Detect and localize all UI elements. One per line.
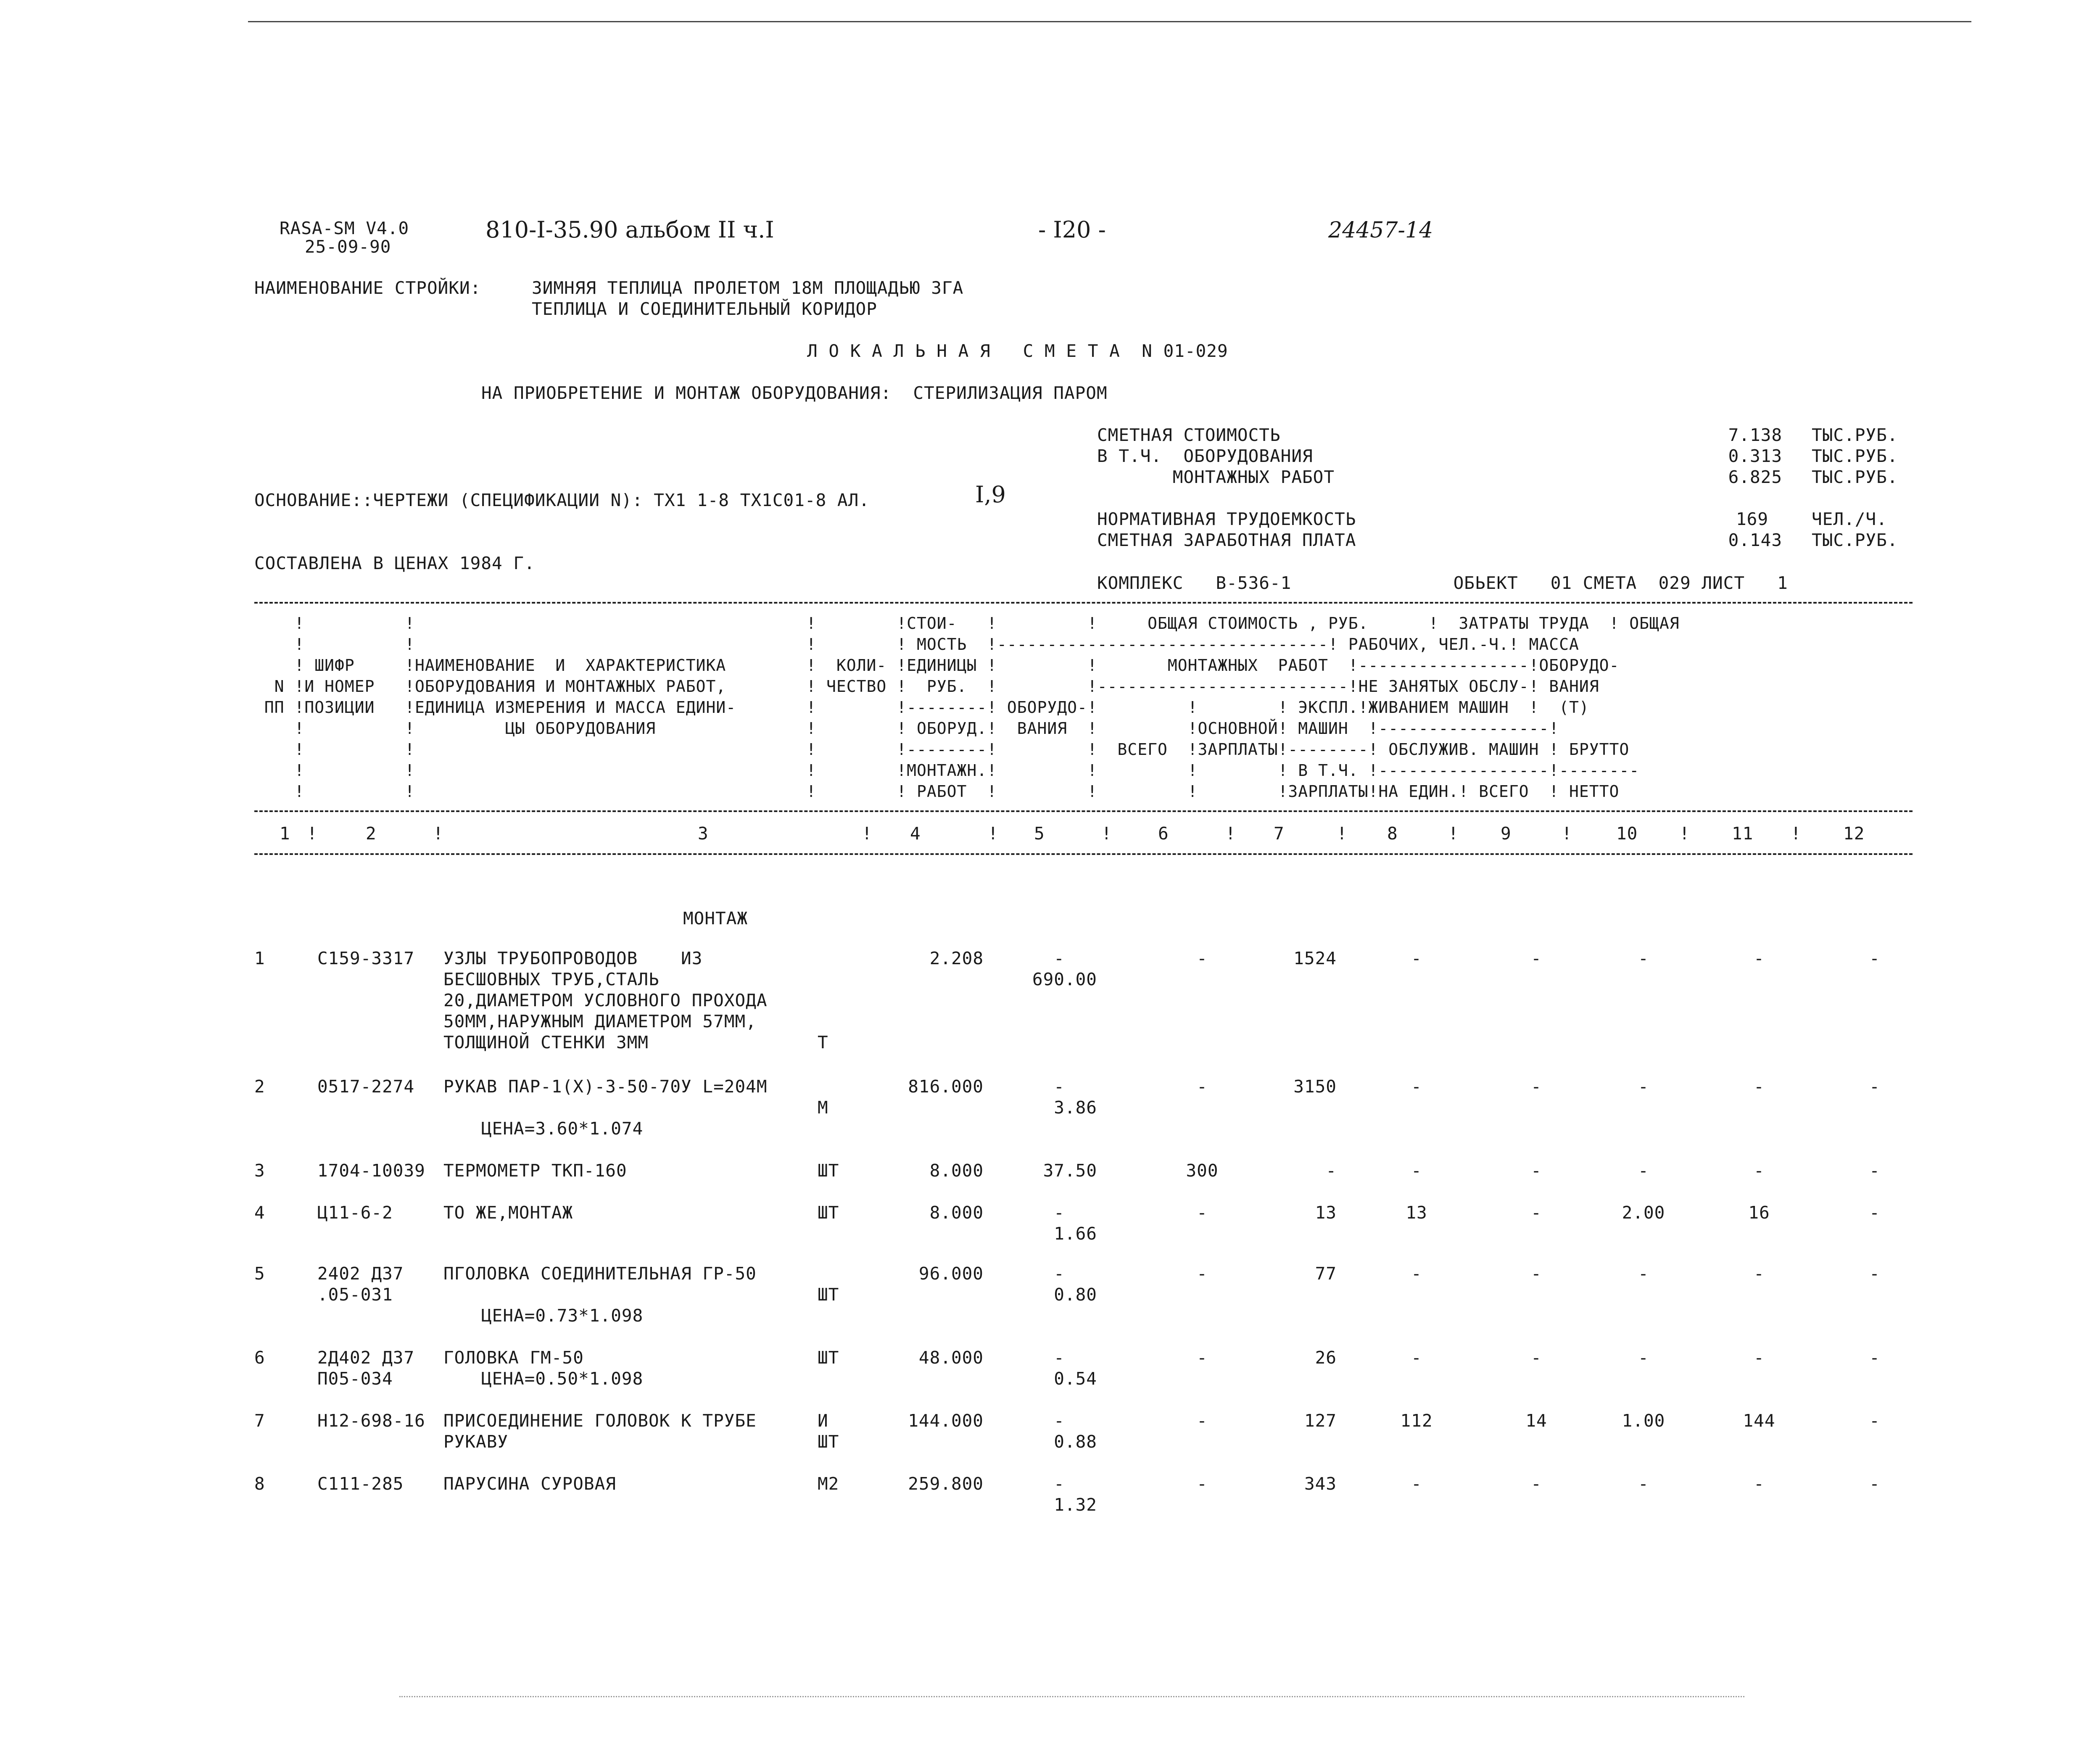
row-description-line: РУКАВ ПАР-1(Х)-3-50-70У L=204М [443,1076,768,1097]
row-equipment-cost: - [1197,1348,1208,1368]
basis-text: ОСНОВАНИЕ::ЧЕРТЕЖИ (СПЕЦИФИКАЦИИ N): ТХ1 1-8 ТХ1С01-8 АЛ. [254,490,870,510]
row-number: 1 [254,948,265,968]
column-number: 2 [366,823,377,844]
row-description-line: ПАРУСИНА СУРОВАЯ [443,1474,616,1494]
row-description-line: РУКАВУ [443,1432,509,1452]
summary-value: 0.313 [1728,446,1782,466]
column-number: 7 [1274,823,1285,844]
row-base-salary: - [1411,1348,1422,1368]
table-header-line: ПП !ПОЗИЦИИ !ЕДИНИЦА ИЗМЕРЕНИЯ И МАССА ЕДИНИ- ! !--------! ОБОРУДО-! ! ! ЭКСПЛ.!ЖИВАНИЕМ МАШИН ! (Т) [254,698,1589,717]
row-mounting-total: - [1326,1161,1337,1181]
header-bottom-rule [254,810,1913,812]
summary-unit: ТЫС.РУБ. [1812,530,1898,550]
project-label: НАИМЕНОВАНИЕ СТРОЙКИ: [254,278,481,298]
row-labor-total: - [1754,1263,1765,1284]
row-code: 2402 Д37 [317,1263,404,1284]
row-quantity: 48.000 [918,1348,984,1368]
row-mounting-total: 343 [1304,1474,1337,1494]
row-mass: - [1869,1161,1880,1181]
row-equipment-cost: 300 [1186,1161,1219,1181]
column-numbers-rule [254,853,1913,855]
column-number: 12 [1843,823,1865,844]
row-labor-total: 16 [1748,1203,1770,1223]
row-code-2: П05-034 [317,1369,393,1389]
section-title: МОНТАЖ [683,908,748,928]
table-header-line: ! ! ! !СТОИ- ! ! ОБЩАЯ СТОИМОСТЬ , РУБ. ! ЗАТРАТЫ ТРУДА ! ОБЩАЯ [254,614,1680,633]
row-mass: - [1869,948,1880,968]
row-description-line: 50ММ,НАРУЖНЫМ ДИАМЕТРОМ 57ММ, [443,1011,757,1031]
row-code: 0517-2274 [317,1076,415,1097]
table-header-line: ! ! ! ! МОСТЬ !---------------------------------! РАБОЧИХ, ЧЕЛ.-Ч.! МАССА [254,635,1579,654]
row-unit: М2 [818,1474,839,1494]
row-labor-per-unit: 2.00 [1622,1203,1665,1223]
row-number: 4 [254,1203,265,1223]
row-description-line: ГОЛОВКА ГМ-50 [443,1348,584,1368]
row-machine-operation: - [1531,1348,1542,1368]
row-equipment-cost: - [1197,1263,1208,1284]
summary-value: 0.143 [1728,530,1782,550]
row-description-line: БЕСШОВНЫХ ТРУБ,СТАЛЬ [443,969,660,989]
row-unit: Т [818,1032,828,1052]
project-line1: ЗИМНЯЯ ТЕПЛИЦА ПРОЛЕТОМ 18М ПЛОЩАДЬЮ 3ГА [532,278,964,298]
row-machine-operation: - [1531,1263,1542,1284]
row-unit: ШТ [818,1285,839,1305]
summary-value: 7.138 [1728,425,1782,445]
summary-label: СМЕТНАЯ ЗАРАБОТНАЯ ПЛАТА [1097,530,1356,550]
summary-unit: ТЫС.РУБ. [1812,467,1898,487]
row-quantity: 816.000 [908,1076,984,1097]
row-mass: - [1869,1411,1880,1431]
row-labor-total: - [1754,1474,1765,1494]
row-quantity: 259.800 [908,1474,984,1494]
row-code: 2Д402 Д37 [317,1348,415,1368]
summary-label: В Т.Ч. ОБОРУДОВАНИЯ [1097,446,1313,466]
row-description-line: ПРИСОЕДИНЕНИЕ ГОЛОВОК К ТРУБЕ [443,1411,757,1431]
row-equipment-cost: - [1197,1474,1208,1494]
row-number: 2 [254,1076,265,1097]
project-line2: ТЕПЛИЦА И СОЕДИНИТЕЛЬНЫЙ КОРИДОР [532,299,877,319]
row-unit: М [818,1097,828,1118]
column-number: 1 [280,823,290,844]
row-equipment-cost: - [1197,1203,1208,1223]
document-title: Л О К А Л Ь Н А Я С М Е Т А N 01-029 [807,341,1228,361]
row-labor-total: - [1754,1348,1765,1368]
row-description-line: ТОЛЩИНОЙ СТЕНКИ 3ММ [443,1032,649,1052]
column-number: 5 [1034,823,1045,844]
row-code: С111-285 [317,1474,404,1494]
row-description-line: УЗЛЫ ТРУБОПРОВОДОВ ИЗ [443,948,703,968]
row-quantity: 8.000 [929,1203,984,1223]
row-code-2: .05-031 [317,1285,393,1305]
row-equipment-cost: - [1197,1076,1208,1097]
row-price-equipment: - [1054,1411,1065,1431]
row-unit: ШТ [818,1348,839,1368]
row-equipment-cost: - [1197,1411,1208,1431]
row-unit: И [818,1411,828,1431]
row-description-line: ПГОЛОВКА СОЕДИНИТЕЛЬНАЯ ГР-50 [443,1263,757,1284]
row-labor-per-unit: - [1638,1348,1649,1368]
column-number: 10 [1616,823,1638,844]
table-top-rule [254,602,1913,604]
row-quantity: 96.000 [918,1263,984,1284]
row-base-salary: 112 [1400,1411,1433,1431]
row-price-equipment: - [1054,948,1065,968]
row-number: 6 [254,1348,265,1368]
table-header-line: ! ! ! !МОНТАЖН.! ! ! ! В Т.Ч. !-----------------!-------- [254,761,1640,780]
row-mass: - [1869,1076,1880,1097]
row-mounting-total: 127 [1304,1411,1337,1431]
row-mass: - [1869,1203,1880,1223]
row-machine-operation: - [1531,1161,1542,1181]
row-base-salary: - [1411,1263,1422,1284]
row-mounting-total: 3150 [1293,1076,1337,1097]
row-price-equipment: - [1054,1203,1065,1223]
summary-label: МОНТАЖНЫХ РАБОТ [1097,467,1335,487]
handwritten-code: 24457-14 [1328,218,1433,243]
row-mass: - [1869,1348,1880,1368]
row-price-equipment: 37.50 [1043,1161,1097,1181]
column-number: 3 [698,823,709,844]
row-description-line: ЦЕНА=0.73*1.098 [481,1306,644,1326]
row-labor-total: - [1754,1076,1765,1097]
row-equipment-cost: - [1197,948,1208,968]
row-price-mounting: 690.00 [1032,969,1097,989]
row-price-equipment: - [1054,1263,1065,1284]
row-labor-per-unit: - [1638,1161,1649,1181]
album-reference: 810-I-35.90 альбом II ч.I [485,216,774,243]
page-number: - I20 - [1038,216,1106,243]
table-header-line: ! ! ЦЫ ОБОРУДОВАНИЯ ! ! ОБОРУД.! ВАНИЯ ! !ОСНОВНОЙ! МАШИН !-----------------! [254,719,1559,738]
row-base-salary: 13 [1406,1203,1427,1223]
scan-edge-line [248,21,1971,22]
row-labor-per-unit: - [1638,948,1649,968]
row-price-mounting: 0.88 [1054,1432,1097,1452]
row-code: С159-3317 [317,948,415,968]
row-description-line: ЦЕНА=0.50*1.098 [481,1369,644,1389]
row-labor-total: - [1754,1161,1765,1181]
row-base-salary: - [1411,1161,1422,1181]
row-labor-per-unit: - [1638,1076,1649,1097]
row-machine-operation: 14 [1525,1411,1547,1431]
row-description-line: ТО ЖЕ,МОНТАЖ [443,1203,573,1223]
column-number: 11 [1732,823,1754,844]
row-number: 3 [254,1161,265,1181]
row-base-salary: - [1411,1474,1422,1494]
row-price-equipment: - [1054,1474,1065,1494]
row-base-salary: - [1411,1076,1422,1097]
row-labor-total: 144 [1743,1411,1776,1431]
program-date: 25-09-90 [305,237,391,257]
scan-noise [399,1696,1744,1697]
row-description-line: 20,ДИАМЕТРОМ УСЛОВНОГО ПРОХОДА [443,990,768,1010]
row-unit: ШТ [818,1161,839,1181]
row-number: 7 [254,1411,265,1431]
summary-unit: ЧЕЛ./Ч. [1812,509,1887,529]
row-price-mounting: 0.80 [1054,1285,1097,1305]
row-price-mounting: 1.66 [1054,1224,1097,1244]
row-machine-operation: - [1531,948,1542,968]
row-number: 8 [254,1474,265,1494]
document-subtitle: НА ПРИОБРЕТЕНИЕ И МОНТАЖ ОБОРУДОВАНИЯ: СТЕРИЛИЗАЦИЯ ПАРОМ [481,383,1108,403]
table-header-line: ! ! ! !--------! ! ВСЕГО !ЗАРПЛАТЫ!--------! ОБСЛУЖИВ. МАШИН ! БРУТТО [254,740,1630,759]
row-labor-per-unit: - [1638,1263,1649,1284]
table-header-line: ! ! ! ! РАБОТ ! ! ! !ЗАРПЛАТЫ!НА ЕДИН.! ВСЕГО ! НЕТТО [254,782,1620,801]
row-code: Н12-698-16 [317,1411,425,1431]
row-number: 5 [254,1263,265,1284]
column-number: 4 [910,823,921,844]
row-code: Ц11-6-2 [317,1203,393,1223]
table-header-line: ! ШИФР !НАИМЕНОВАНИЕ И ХАРАКТЕРИСТИКА ! КОЛИ- !ЕДИНИЦЫ ! ! МОНТАЖНЫХ РАБОТ !-----------------!ОБОРУДО- [254,656,1620,675]
row-price-mounting: 0.54 [1054,1369,1097,1389]
row-labor-total: - [1754,948,1765,968]
row-quantity: 2.208 [929,948,984,968]
price-base: СОСТАВЛЕНА В ЦЕНАХ 1984 Г. [254,553,535,573]
row-base-salary: - [1411,948,1422,968]
row-unit-2: ШТ [818,1432,839,1452]
row-quantity: 8.000 [929,1161,984,1181]
row-quantity: 144.000 [908,1411,984,1431]
row-mounting-total: 13 [1315,1203,1337,1223]
table-header-line: N !И НОМЕР !ОБОРУДОВАНИЯ И МОНТАЖНЫХ РАБОТ, ! ЧЕСТВО ! РУБ. ! !-------------------------!НЕ ЗАНЯТЫХ ОБСЛУ-! ВАНИЯ [254,677,1599,696]
summary-value: 169 [1736,509,1769,529]
summary-unit: ТЫС.РУБ. [1812,446,1898,466]
row-machine-operation: - [1531,1076,1542,1097]
document-page: RASA-SM V4.0 25-09-90 810-I-35.90 альбом II ч.I - I20 - 24457-14 НАИМЕНОВАНИЕ СТРОЙКИ: ЗИМНЯЯ ТЕПЛИЦА ПРОЛЕТОМ 18М ПЛОЩАДЬЮ 3ГА ТЕПЛИЦА И СОЕДИНИТЕЛЬНЫЙ КОРИДОР Л О К А Л Ь Н А Я С М Е Т А N 01-029 НА ПРИОБРЕТЕНИЕ И МОНТАЖ ОБОРУДОВАНИЯ: СТЕРИЛИЗАЦИЯ ПАРОМ СМЕТНАЯ СТОИМОСТЬ 7.138 ТЫС.РУБ. В Т.Ч. ОБОРУДОВАНИЯ 0.313 ТЫС.РУБ. МОНТАЖНЫХ РАБОТ 6.825 ТЫС.РУБ. НОРМАТИВНАЯ ТРУДОЕМКОСТЬ 169 ЧЕЛ./Ч. СМЕТНАЯ ЗАРАБОТНАЯ ПЛАТА 0.143 ТЫС.РУБ. ОСНОВАНИЕ::ЧЕРТЕЖИ (СПЕЦИФИКАЦИИ N): ТХ1 1-8 ТХ1С01-8 АЛ. I,9 СОСТАВЛЕНА В ЦЕНАХ 1984 Г. КОМПЛЕКС В-536-1 ОБЬЕКТ 01 СМЕТА 029 ЛИСТ 1 ! ! ! !СТОИ- ! ! ОБЩАЯ СТОИМОСТЬ , РУБ. ! ЗАТРАТЫ ТРУДА ! ОБЩАЯ ! ! ! ! МОСТЬ !---------------------------------! РАБОЧИХ, ЧЕЛ.-Ч.! МАССА ! ШИФР !НАИМЕНОВАНИЕ И ХАРАКТЕРИСТИКА ! КОЛИ- !ЕДИНИЦЫ ! ! МОНТАЖНЫХ РАБОТ !-----------------!ОБОРУДО- N !И НОМЕР !ОБОРУДОВАНИЯ И МОНТАЖНЫХ РАБОТ, ! ЧЕСТВО ! РУБ. ! !-------------------------!НЕ ЗАНЯТЫХ ОБСЛУ-! ВАНИЯ ПП !ПОЗИЦИИ !ЕДИНИЦА ИЗМЕРЕНИЯ И МАССА ЕДИНИ- ! !--------! ОБОРУДО-! ! ! ЭКСПЛ.!ЖИВАНИЕМ МАШИН ! (Т) ! ! ЦЫ ОБОРУДОВАНИЯ ! ! ОБОРУД.! ВАНИЯ ! !ОСНОВНОЙ! МАШИН !-----------------! ! ! ! !--------! ! ВСЕГО !ЗАРПЛАТЫ!--------! ОБСЛУЖИВ. МАШИН ! БРУТТО ! ! ! !МОНТАЖН.! ! ! ! В Т.Ч. !-----------------!-------- ! ! ! ! РАБОТ ! ! ! !ЗАРПЛАТЫ!НА ЕДИН.! ВСЕГО ! НЕТТО 1 2 3 4 5 6 7 8 9 10 11 12 ! ! ! ! ! ! ! ! ! ! ! МОНТАЖ 1 С159-3317 УЗЛЫ ТРУБОПРОВОДОВ ИЗ БЕСШОВНЫХ ТРУБ,СТАЛЬ 20,ДИАМЕТРОМ УСЛОВНОГО ПРОХОДА 50ММ,НАРУЖНЫМ ДИАМЕТРОМ 57ММ, ТОЛЩИНОЙ СТЕНКИ 3ММ Т 2.208 - 690.00 - 1524 - - - - - 2 0517-2274 РУКАВ ПАР-1(Х)-3-50-70У L=204М ЦЕНА=3.60*1.074 М 816.000 - 3.86 - 3150 - - - - - 3 1704-10039 ТЕРМОМЕТР ТКП-160 ШТ 8.000 37.50 300 - - - - - - 4 Ц11-6-2 ТО ЖЕ,МОНТАЖ ШТ 8.000 - 1.66 - 13 13 - 2.00 16 - 5 2402 Д37 .05-031 ПГОЛОВКА СОЕДИНИТЕЛЬНАЯ ГР-50 ЦЕНА=0.73*1.098 ШТ 96.000 - 0.80 - 77 - - - - - 6 2Д402 Д37 П05-034 ГОЛОВКА ГМ-50 ЦЕНА=0.50*1.098 ШТ 48.000 - 0.54 - 26 - - - - - 7 Н12-698-16 ПРИСОЕДИНЕНИЕ ГОЛОВОК К ТРУБЕ РУКАВУ И ШТ 144.000 - 0.88 - 127 112 14 1.00 144 - 8 С111-285 ПАРУСИНА СУРОВАЯ М2 259.800 - 1.32 - 343 - - - - - [0,0,2100,1754]
row-mass: - [1869,1474,1880,1494]
row-description-line: ТЕРМОМЕТР ТКП-160 [443,1161,627,1181]
summary-value: 6.825 [1728,467,1782,487]
column-number: 6 [1158,823,1169,844]
column-number: 9 [1501,823,1512,844]
complex-object-line: КОМПЛЕКС В-536-1 ОБЬЕКТ 01 СМЕТА 029 ЛИСТ 1 [1097,573,1788,593]
basis-handwritten: I,9 [975,481,1006,508]
row-code: 1704-10039 [317,1161,425,1181]
row-unit: ШТ [818,1203,839,1223]
row-labor-per-unit: - [1638,1474,1649,1494]
summary-unit: ТЫС.РУБ. [1812,425,1898,445]
row-price-equipment: - [1054,1076,1065,1097]
row-mounting-total: 1524 [1293,948,1337,968]
summary-label: СМЕТНАЯ СТОИМОСТЬ [1097,425,1281,445]
summary-label: НОРМАТИВНАЯ ТРУДОЕМКОСТЬ [1097,509,1356,529]
row-machine-operation: - [1531,1474,1542,1494]
row-price-equipment: - [1054,1348,1065,1368]
row-price-mounting: 3.86 [1054,1097,1097,1118]
row-price-mounting: 1.32 [1054,1495,1097,1515]
row-mass: - [1869,1263,1880,1284]
row-description-line: ЦЕНА=3.60*1.074 [481,1118,644,1139]
column-number: 8 [1387,823,1398,844]
row-machine-operation: - [1531,1203,1542,1223]
row-labor-per-unit: 1.00 [1622,1411,1665,1431]
row-mounting-total: 77 [1315,1263,1337,1284]
row-mounting-total: 26 [1315,1348,1337,1368]
program-name: RASA-SM V4.0 [280,218,409,238]
